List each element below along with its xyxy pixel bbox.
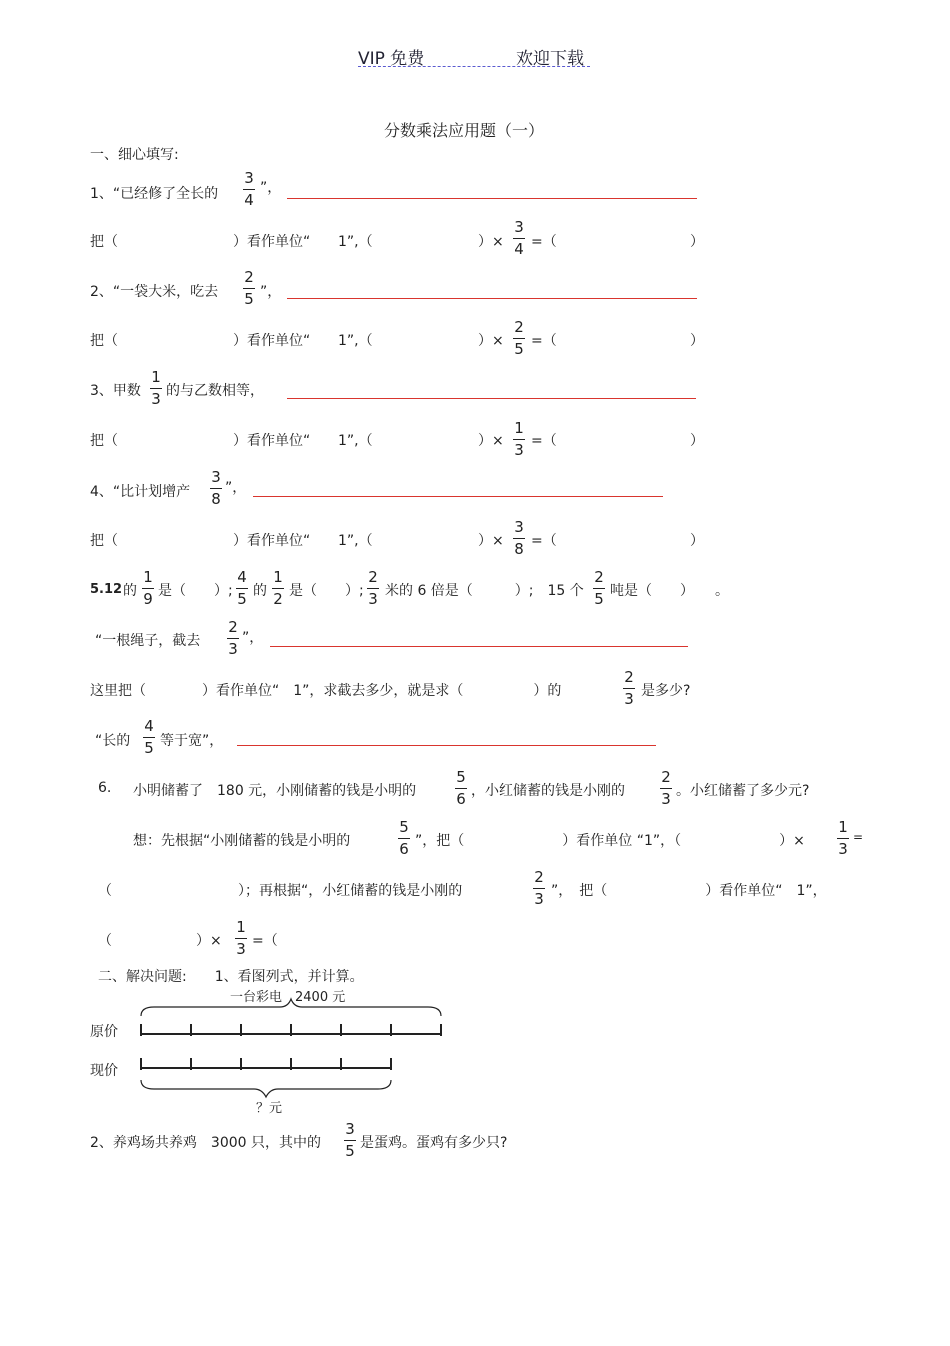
text: 的 <box>253 583 267 599</box>
text: 是（ ）; <box>289 583 364 599</box>
rope-suffix: ”， <box>242 630 264 646</box>
fraction: 1 2 <box>273 568 283 608</box>
fraction: 2 3 <box>661 768 671 808</box>
question-6-text3: 。小红储蓄了多少元? <box>676 783 810 799</box>
answer-line[interactable] <box>287 298 697 299</box>
diagram-row-original: 原价 <box>90 1024 118 1040</box>
question-5-label: 5.12 <box>90 582 123 597</box>
answer-line[interactable] <box>287 198 697 199</box>
diagram-bottom-label: ？元 <box>256 1101 283 1116</box>
question-2-prefix: 2、“一袋大米，吃去 <box>90 284 219 300</box>
diagram-top-label: 一台彩电 2400 元 <box>230 990 346 1005</box>
fraction: 3 5 <box>345 1120 355 1160</box>
fraction: 5 6 <box>456 768 466 808</box>
fraction: 2 3 <box>624 668 634 708</box>
fraction: 2 5 <box>594 568 604 608</box>
question-6-text1: 小明储蓄了 180 元，小刚储蓄的钱是小明的 <box>133 783 417 799</box>
page-title: 分数乘法应用题（一） <box>384 121 545 140</box>
header-underline <box>358 66 590 67</box>
fraction: 3 8 <box>514 518 524 558</box>
text: 是（ ）; <box>158 583 233 599</box>
question-3-prefix: 3、甲数 <box>90 383 141 399</box>
fraction: 4 5 <box>237 568 247 608</box>
question-1-prefix: 1、“已经修了全长的 <box>90 186 219 202</box>
length-suffix: 等于宽”， <box>160 733 224 749</box>
fraction: 2 5 <box>514 318 524 358</box>
rope-line-text: 这里把（ ）看作单位“ 1”，求截去多少，就是求（ ）的 <box>90 683 562 699</box>
question-7-suffix: 是蛋鸡。蛋鸡有多少只? <box>360 1135 508 1151</box>
header-vip: VIP 免费 <box>358 49 425 69</box>
fraction: 1 3 <box>838 818 848 858</box>
question-6-number: 6. <box>98 780 112 796</box>
think-line3b: =（ <box>252 933 278 949</box>
text: 米的 6 倍是（ ）; 15 个 <box>385 583 584 599</box>
question-1-suffix: ”， <box>260 180 282 196</box>
bottom-brace <box>141 1080 391 1097</box>
rope-line-suffix: 是多少? <box>641 683 691 699</box>
fraction: 3 4 <box>514 218 524 258</box>
section-heading-1: 一、细心填写: <box>90 147 179 163</box>
fraction: 5 6 <box>399 818 409 858</box>
diagram-row-current: 现价 <box>90 1063 118 1079</box>
equals: = <box>853 830 864 844</box>
question-7-prefix: 2、养鸡场共养鸡 3000 只，其中的 <box>90 1135 321 1151</box>
think-line2a: （ ）；再根据“，小红储蓄的钱是小刚的 <box>98 883 463 899</box>
fraction: 1 9 <box>143 568 153 608</box>
fraction: 2 3 <box>368 568 378 608</box>
original-price-bar <box>141 1024 441 1036</box>
text: 的 <box>123 583 137 599</box>
text: 吨是（ ） 。 <box>610 583 729 599</box>
question-4-suffix: ”， <box>225 480 247 496</box>
fraction: 3 8 <box>211 468 221 508</box>
question-6-text2: ，小红储蓄的钱是小刚的 <box>471 783 625 799</box>
fraction: 3 4 <box>244 169 254 209</box>
fraction: 4 5 <box>144 717 154 757</box>
think-text2: ”，把（ ）看作单位 “1”，（ ）× <box>415 833 805 849</box>
think-line2b: ”， 把（ ）看作单位“ 1”， <box>551 883 827 899</box>
think-line3: （ ）× <box>98 933 222 949</box>
answer-line[interactable] <box>253 496 663 497</box>
fraction: 1 3 <box>236 918 246 958</box>
fraction: 2 3 <box>534 868 544 908</box>
fraction: 2 3 <box>228 618 238 658</box>
top-brace <box>141 999 441 1016</box>
question-3-suffix: 的与乙数相等， <box>166 383 264 399</box>
question-4-prefix: 4、“比计划增产 <box>90 484 191 500</box>
header-welcome: 欢迎下载 <box>516 49 584 69</box>
rope-prefix: “一根绳子，截去 <box>95 633 201 649</box>
section-heading-2: 二、解决问题: 1、看图列式，并计算。 <box>98 969 364 985</box>
answer-line[interactable] <box>237 745 656 746</box>
answer-line[interactable] <box>287 398 696 399</box>
answer-line[interactable] <box>270 646 688 647</box>
current-price-bar <box>141 1058 391 1070</box>
line-segment-diagram <box>130 996 450 1100</box>
length-prefix: “长的 <box>95 733 131 749</box>
fraction: 2 5 <box>244 268 254 308</box>
fraction: 1 3 <box>151 368 161 408</box>
question-2-suffix: ”， <box>260 284 282 300</box>
fraction: 1 3 <box>514 419 524 459</box>
think-text1: 想：先根据“小刚储蓄的钱是小明的 <box>133 833 351 849</box>
